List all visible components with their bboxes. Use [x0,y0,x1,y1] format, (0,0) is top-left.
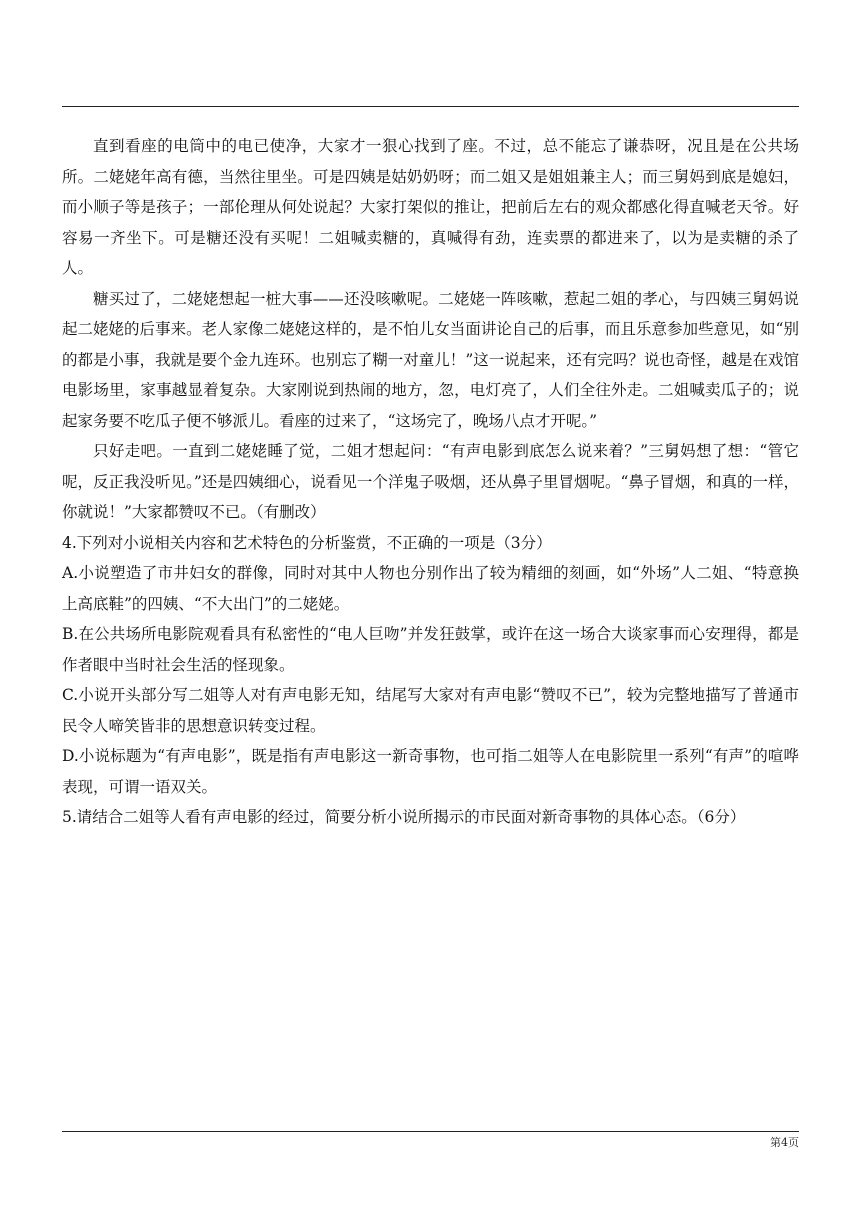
document-body [62,131,799,833]
page-number: 第4页 [770,1136,799,1149]
question-4-option-b: B.在公共场所电影院观看具有私密性的“电人巨吻”并发狂鼓掌，或许在这一场合大谈家事而心安理得，都是作者眼中当时社会生活的怪现象。 [62,625,799,674]
question-4-option-c: C.小说开头部分写二姐等人对有声电影无知，结尾写大家对有声电影“赞叹不已”，较为完整地描写了普通市民令人啼笑皆非的思想意识转变过程。 [62,686,799,735]
footer-rule [62,1131,799,1132]
question-4-option-a: A.小说塑造了市井妇女的群像，同时对其中人物也分别作出了较为精细的刻画，如“外场”人二姐、“特意换上高底鞋”的四姨、“不大出门”的二姥姥。 [62,564,799,613]
passage-paragraph-2: 糖买过了，二姥姥想起一桩大事——还没咳嗽呢。二姥姥一阵咳嗽，惹起二姐的孝心，与四姨三舅妈说起二姥姥的后事来。老人家像二姥姥这样的，是不怕儿女当面讲论自己的后事，而且乐意参加些意见，如“别的都是小事，我就是要个金九连环。也别忘了糊一对童儿！”这一说起来，还有完吗？说也奇怪，越是在戏馆电影场里，家事越显着复杂。大家刚说到热闹的地方，忽，电灯亮了，人们全往外走。二姐喊卖瓜子的；说起家务要不吃瓜子便不够派儿。看座的过来了，“这场完了，晚场八点才开呢。” [62,289,799,430]
question-4-option-d: D.小说标题为“有声电影”，既是指有声电影这一新奇事物，也可指二姐等人在电影院里一系列“有声”的喧哗表现，可谓一语双关。 [62,747,799,796]
question-5-stem: 5.请结合二姐等人看有声电影的经过，简要分析小说所揭示的市民面对新奇事物的具体心态。（6分） [62,808,746,826]
question-4-stem: 4.下列对小说相关内容和艺术特色的分析鉴赏，不正确的一项是（3分） [62,533,552,552]
passage-paragraph-1: 直到看座的电筒中的电已使净，大家才一狠心找到了座。不过，总不能忘了谦恭呀，况且是在公共场所。二姥姥年高有德，当然往里坐。可是四姨是姑奶奶呀；而二姐又是姐姐兼主人；而三舅妈到底是媳妇，而小顺子等是孩子；一部伦理从何处说起？大家打架似的推让，把前后左右的观众都感化得直喊老天爷。好容易一齐坐下。可是糖还没有买呢！二姐喊卖糖的，真喊得有劲，连卖票的都进来了，以为是卖糖的杀了人。 [62,137,799,277]
header-rule [62,106,799,107]
passage-paragraph-3: 只好走吧。一直到二姥姥睡了觉，二姐才想起问：“有声电影到底怎么说来着？”三舅妈想了想：“管它呢，反正我没听见。”还是四姨细心，说看见一个洋鬼子吸烟，还从鼻子里冒烟呢。“鼻子冒烟，和真的一样，你就说！”大家都赞叹不已。（有删改） [62,442,799,521]
